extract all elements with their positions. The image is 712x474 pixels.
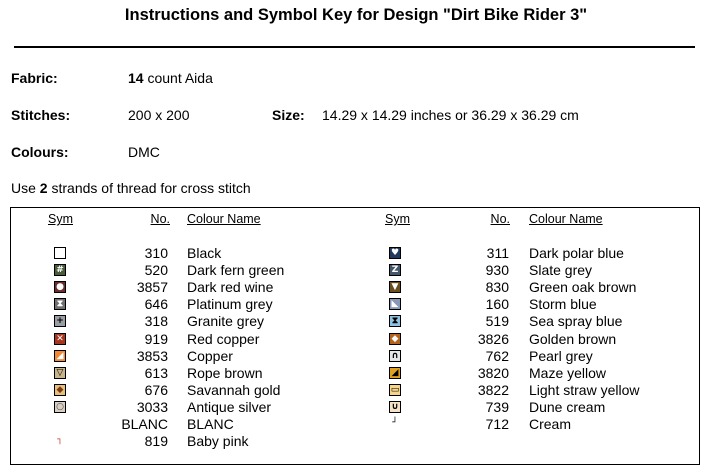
color-swatch-icon: ┘ (389, 418, 401, 430)
thread-note (11, 180, 251, 196)
dmc-number: BLANC (121, 416, 168, 432)
colour-name: Granite grey (187, 313, 265, 329)
colour-name: Sea spray blue (529, 313, 623, 329)
colour-name: Slate grey (529, 262, 593, 278)
dmc-number: 3826 (477, 331, 509, 347)
header-sym-left: Sym (48, 212, 73, 226)
fabric-type: count Aida (147, 70, 213, 86)
colour-name: Dark polar blue (529, 245, 624, 261)
header-no-left: No. (150, 212, 170, 226)
color-swatch-icon: ○ (54, 401, 66, 413)
color-swatch-icon: ◆ (54, 384, 66, 396)
dmc-number: 3857 (136, 279, 168, 295)
dmc-number: 310 (144, 245, 168, 261)
color-swatch-icon: ▼ (389, 281, 401, 293)
color-swatch-icon: ▽ (54, 367, 66, 379)
colour-name: Maze yellow (529, 365, 607, 381)
header-sym-right: Sym (385, 212, 410, 226)
dmc-number: 712 (485, 416, 509, 432)
colour-name: Antique silver (187, 399, 272, 415)
color-swatch-icon: Z (389, 264, 401, 276)
colour-name: Rope brown (187, 365, 263, 381)
dmc-number: 613 (144, 365, 168, 381)
color-swatch-icon: ┐ (54, 435, 66, 447)
note-post: strands of thread for cross stitch (51, 180, 251, 196)
color-swatch-icon: # (54, 264, 66, 276)
dmc-number: 519 (485, 313, 509, 329)
dmc-number: 819 (144, 433, 168, 449)
colour-name: Pearl grey (529, 348, 593, 364)
colour-name: Green oak brown (529, 279, 637, 295)
header-no-right: No. (490, 212, 510, 226)
colour-name: BLANC (187, 416, 234, 432)
note-pre: Use (11, 180, 36, 196)
dmc-number: 3853 (136, 348, 168, 364)
color-swatch-icon: + (54, 315, 66, 327)
color-swatch-icon: ✕ (54, 333, 66, 345)
colour-name: Golden brown (529, 331, 617, 347)
dmc-number: 520 (144, 262, 168, 278)
fabric-value (128, 70, 213, 86)
dmc-number: 3822 (477, 382, 509, 398)
colour-name: Black (187, 245, 222, 261)
page-title: Instructions and Symbol Key for Design "Dirt Bike Rider 3" (124, 6, 588, 24)
colour-name: Light straw yellow (529, 382, 640, 398)
stitches-value: 200 x 200 (128, 107, 190, 123)
color-swatch-icon: ▭ (390, 385, 400, 395)
colour-name: Dark red wine (187, 279, 274, 295)
dmc-number: 311 (486, 245, 509, 261)
color-swatch-icon: ∪ (389, 401, 401, 413)
header-name-left: Colour Name (187, 212, 261, 226)
color-swatch-icon (54, 247, 66, 259)
note-strands: 2 (39, 180, 48, 196)
color-swatch-icon: ◣ (389, 298, 401, 310)
colour-name: Baby pink (187, 433, 249, 449)
color-swatch-icon: ⧗ (54, 298, 66, 310)
colour-name: Platinum grey (187, 296, 273, 312)
title-divider (14, 46, 695, 48)
color-swatch-icon: ◢ (54, 350, 66, 362)
dmc-number: 919 (144, 331, 168, 347)
color-swatch-icon: ◆ (389, 333, 401, 345)
colour-name: Storm blue (529, 296, 597, 312)
dmc-number: 676 (144, 382, 168, 398)
dmc-number: 762 (485, 348, 509, 364)
color-swatch-icon: ⧗ (389, 315, 401, 327)
color-swatch-icon: ◢ (389, 367, 401, 379)
colour-name: Dune cream (529, 399, 606, 415)
colour-name: Dark fern green (187, 262, 285, 278)
colour-name: Savannah gold (187, 382, 281, 398)
colour-name: Copper (187, 348, 233, 364)
size-value: 14.29 x 14.29 inches or 36.29 x 36.29 cm (322, 107, 579, 123)
colour-name: Cream (529, 416, 572, 432)
dmc-number: 3820 (477, 365, 509, 381)
fabric-label: Fabric: (11, 70, 58, 86)
dmc-number: 930 (485, 262, 509, 278)
dmc-number: 739 (485, 399, 509, 415)
color-swatch-icon: ∩ (389, 350, 401, 362)
color-swatch-icon: ● (54, 281, 66, 293)
dmc-number: 830 (485, 279, 509, 295)
colours-value: DMC (128, 144, 160, 160)
color-swatch-icon: ♥ (390, 248, 400, 258)
header-name-right: Colour Name (529, 212, 603, 226)
dmc-number: 3033 (136, 399, 168, 415)
dmc-number: 160 (485, 296, 509, 312)
stitches-label: Stitches: (11, 107, 71, 123)
dmc-number: 646 (144, 296, 168, 312)
colours-label: Colours: (11, 144, 69, 160)
dmc-number: 318 (144, 313, 168, 329)
fabric-count: 14 (128, 70, 144, 86)
colour-name: Red copper (187, 331, 260, 347)
size-label: Size: (272, 107, 305, 123)
